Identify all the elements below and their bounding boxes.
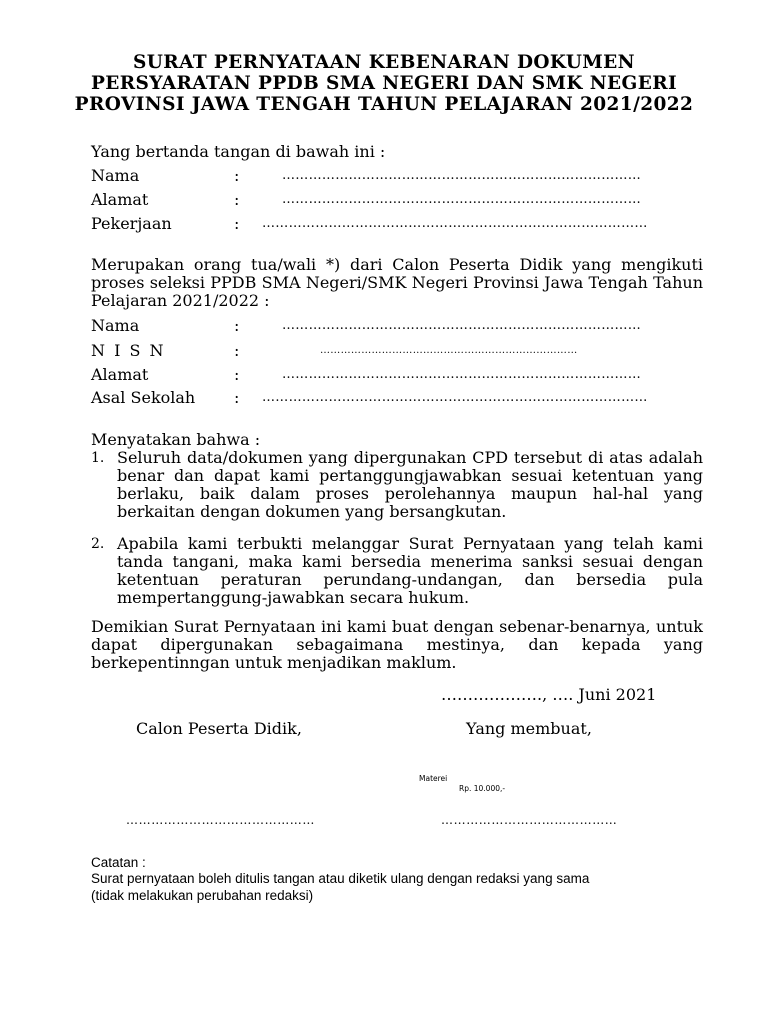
- stamp-label: Materei: [419, 774, 448, 783]
- student-name-field: ………………………………………………………………………: [282, 318, 642, 333]
- note-line-1: Surat pernyataan boleh ditulis tangan atau diketik ulang dengan redaksi yang sama: [91, 871, 590, 886]
- student-nisn-label: N I S N: [91, 341, 166, 360]
- student-school-label: Asal Sekolah: [91, 388, 196, 407]
- student-address-field: ………………………………………………………………………: [282, 367, 642, 382]
- stamp-value: Rp. 10.000,-: [459, 784, 506, 793]
- title-line-1: SURAT PERNYATAAN KEBENARAN DOKUMEN: [133, 52, 635, 73]
- signer-occupation-label: Pekerjaan: [91, 214, 172, 233]
- signer-address-label: Alamat: [91, 190, 149, 209]
- student-nisn-colon: :: [234, 341, 240, 360]
- student-school-colon: :: [234, 388, 240, 407]
- statement-text: Seluruh data/dokumen yang dipergunakan CPD tersebut di atas adalah benar dan dapat kami pertanggungjawabkan sesuai ketentuan yang berlaku, baik dalam proses perolehannya maupun hal-hal yang berkaitan dengan dokumen yang bersangkutan.: [117, 448, 703, 521]
- note-heading: Catatan :: [91, 855, 146, 870]
- signer-name-label: Nama: [91, 166, 140, 185]
- relation-paragraph: Merupakan orang tua/wali *) dari Calon Peserta Didik yang mengikuti proses seleksi PPDB SMA Negeri/SMK Negeri Provinsi Jawa Tengah Tahun Pelajaran 2021/2022 :: [91, 255, 703, 310]
- title-line-3: PROVINSI JAWA TENGAH TAHUN PELAJARAN 2021/2022: [74, 94, 694, 115]
- signer-name-colon: :: [234, 166, 240, 185]
- student-name-colon: :: [234, 316, 240, 335]
- signer-name-field: ………………………………………………………………………: [282, 168, 642, 183]
- statement-number: 2.: [91, 536, 105, 552]
- statement-heading: Menyatakan bahwa :: [91, 430, 261, 449]
- date-line: ………………., …. Juni 2021: [441, 685, 657, 704]
- note-line-2: (tidak melakukan perubahan redaksi): [91, 888, 314, 903]
- student-nisn-field: …………………………………………………………………: [320, 345, 578, 356]
- signer-address-colon: :: [234, 190, 240, 209]
- signer-occupation-colon: :: [234, 214, 240, 233]
- title-line-2: PERSYARATAN PPDB SMA NEGERI DAN SMK NEGERI: [90, 73, 678, 94]
- student-address-colon: :: [234, 365, 240, 384]
- left-signature-line: ………………………………………: [126, 813, 315, 827]
- statement-number: 1.: [91, 450, 105, 466]
- right-signature-line: ……………………………………: [441, 813, 618, 827]
- closing-paragraph: Demikian Surat Pernyataan ini kami buat dengan sebenar-benarnya, untuk dapat dipergunakan sebagaimana mestinya, dan kepada yang berkepentinngan untuk menjadikan maklum.: [91, 617, 703, 672]
- right-signature-label: Yang membuat,: [466, 719, 592, 738]
- student-address-label: Alamat: [91, 365, 149, 384]
- intro-text: Yang bertanda tangan di bawah ini :: [91, 142, 386, 161]
- student-name-label: Nama: [91, 316, 140, 335]
- statement-text: Apabila kami terbukti melanggar Surat Pernyataan yang telah kami tanda tangani, maka kami bersedia menerima sanksi sesuai dengan ketentuan peraturan perundang-undangan, dan bersedia pula mempertanggung-jawabkan secara hukum.: [117, 534, 703, 607]
- signer-occupation-field: ……………………………………………………………………………: [262, 216, 648, 231]
- document-title: [60, 52, 708, 115]
- left-signature-label: Calon Peserta Didik,: [136, 719, 302, 738]
- student-school-field: ……………………………………………………………………………: [262, 390, 648, 405]
- signer-address-field: ………………………………………………………………………: [282, 192, 642, 207]
